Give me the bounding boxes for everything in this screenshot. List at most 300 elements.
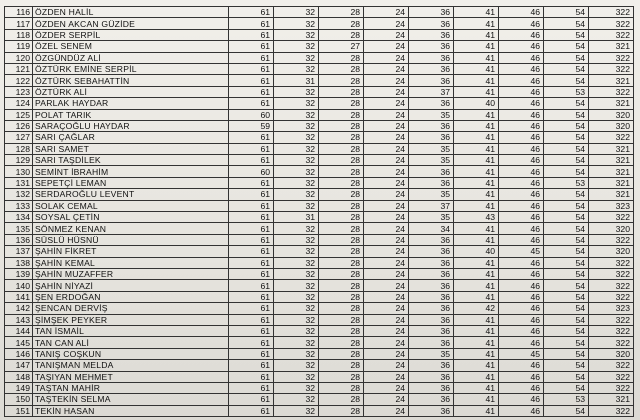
score-cell: 36	[409, 394, 454, 405]
table-row	[5, 234, 634, 245]
score-cell: 61	[229, 280, 274, 291]
person-name: SOLAK CEMAL	[33, 200, 229, 211]
score-cell: 54	[544, 246, 589, 257]
table-row	[5, 120, 634, 131]
score-cell: 28	[319, 257, 364, 268]
row-number: 128	[5, 143, 33, 154]
score-cell: 28	[319, 360, 364, 371]
score-cell: 24	[364, 63, 409, 74]
score-total: 321	[589, 143, 634, 154]
table-row	[5, 371, 634, 382]
score-cell: 24	[364, 155, 409, 166]
score-cell: 32	[274, 337, 319, 348]
score-cell: 54	[544, 223, 589, 234]
score-cell: 24	[364, 18, 409, 29]
score-cell: 24	[364, 246, 409, 257]
person-name: SERDAROĞLU LEVENT	[33, 189, 229, 200]
score-cell: 32	[274, 177, 319, 188]
score-cell: 35	[409, 348, 454, 359]
score-cell: 41	[454, 41, 499, 52]
score-cell: 24	[364, 325, 409, 336]
score-cell: 41	[454, 177, 499, 188]
score-total: 322	[589, 212, 634, 223]
score-cell: 32	[274, 41, 319, 52]
score-total: 321	[589, 98, 634, 109]
person-name: ÖZDEN AKCAN GÜZİDE	[33, 18, 229, 29]
score-total: 321	[589, 166, 634, 177]
score-cell: 28	[319, 18, 364, 29]
score-total: 320	[589, 348, 634, 359]
person-name: TAŞIYAN MEHMET	[33, 371, 229, 382]
score-cell: 24	[364, 257, 409, 268]
score-cell: 54	[544, 303, 589, 314]
score-table	[4, 6, 634, 417]
score-cell: 32	[274, 189, 319, 200]
score-cell: 41	[454, 405, 499, 416]
score-cell: 28	[319, 223, 364, 234]
score-total: 322	[589, 86, 634, 97]
score-cell: 46	[499, 41, 544, 52]
score-cell: 24	[364, 109, 409, 120]
score-cell: 37	[409, 200, 454, 211]
person-name: ŞAHİN KEMAL	[33, 257, 229, 268]
score-cell: 24	[364, 200, 409, 211]
score-cell: 46	[499, 7, 544, 18]
row-number: 130	[5, 166, 33, 177]
score-cell: 46	[499, 109, 544, 120]
score-cell: 24	[364, 234, 409, 245]
score-cell: 46	[499, 155, 544, 166]
score-cell: 36	[409, 291, 454, 302]
score-cell: 28	[319, 291, 364, 302]
score-cell: 36	[409, 314, 454, 325]
score-cell: 54	[544, 189, 589, 200]
row-number: 137	[5, 246, 33, 257]
score-cell: 36	[409, 382, 454, 393]
score-cell: 41	[454, 268, 499, 279]
score-cell: 28	[319, 189, 364, 200]
table-row	[5, 280, 634, 291]
score-cell: 61	[229, 143, 274, 154]
row-number: 149	[5, 382, 33, 393]
score-cell: 24	[364, 143, 409, 154]
score-cell: 54	[544, 291, 589, 302]
table-row	[5, 223, 634, 234]
score-cell: 24	[364, 382, 409, 393]
row-number: 141	[5, 291, 33, 302]
score-cell: 61	[229, 394, 274, 405]
score-cell: 36	[409, 41, 454, 52]
score-cell: 36	[409, 132, 454, 143]
score-cell: 40	[454, 98, 499, 109]
score-cell: 32	[274, 200, 319, 211]
score-total: 323	[589, 303, 634, 314]
score-cell: 41	[454, 394, 499, 405]
score-cell: 61	[229, 98, 274, 109]
row-number: 121	[5, 63, 33, 74]
score-cell: 41	[454, 314, 499, 325]
score-total: 322	[589, 280, 634, 291]
score-cell: 28	[319, 337, 364, 348]
score-total: 322	[589, 7, 634, 18]
score-cell: 46	[499, 314, 544, 325]
person-name: ŞAHİN NİYAZİ	[33, 280, 229, 291]
score-cell: 46	[499, 360, 544, 371]
score-cell: 32	[274, 223, 319, 234]
row-number: 145	[5, 337, 33, 348]
person-name: SÖNMEZ KENAN	[33, 223, 229, 234]
person-name: ŞENCAN DERVİŞ	[33, 303, 229, 314]
table-row	[5, 303, 634, 314]
table-row	[5, 109, 634, 120]
score-cell: 28	[319, 234, 364, 245]
score-cell: 24	[364, 337, 409, 348]
score-cell: 46	[499, 337, 544, 348]
score-cell: 41	[454, 291, 499, 302]
score-cell: 36	[409, 63, 454, 74]
table-row	[5, 291, 634, 302]
score-cell: 45	[499, 348, 544, 359]
score-total: 321	[589, 41, 634, 52]
table-row	[5, 360, 634, 371]
score-cell: 61	[229, 52, 274, 63]
score-total: 322	[589, 325, 634, 336]
person-name: TEKİN HASAN	[33, 405, 229, 416]
score-cell: 54	[544, 325, 589, 336]
score-total: 322	[589, 52, 634, 63]
row-number: 142	[5, 303, 33, 314]
score-cell: 61	[229, 132, 274, 143]
score-cell: 32	[274, 52, 319, 63]
score-cell: 32	[274, 155, 319, 166]
row-number: 150	[5, 394, 33, 405]
score-total: 321	[589, 394, 634, 405]
score-cell: 32	[274, 268, 319, 279]
score-total: 322	[589, 63, 634, 74]
score-cell: 54	[544, 98, 589, 109]
score-total: 320	[589, 109, 634, 120]
score-cell: 46	[499, 394, 544, 405]
score-cell: 54	[544, 166, 589, 177]
row-number: 120	[5, 52, 33, 63]
score-cell: 28	[319, 280, 364, 291]
score-cell: 28	[319, 120, 364, 131]
score-total: 322	[589, 337, 634, 348]
score-cell: 54	[544, 337, 589, 348]
score-cell: 27	[319, 41, 364, 52]
score-cell: 61	[229, 200, 274, 211]
score-cell: 24	[364, 75, 409, 86]
score-cell: 54	[544, 29, 589, 40]
score-total: 322	[589, 382, 634, 393]
score-cell: 36	[409, 18, 454, 29]
score-cell: 32	[274, 132, 319, 143]
score-cell: 41	[454, 257, 499, 268]
score-cell: 36	[409, 405, 454, 416]
person-name: ÖZEL SENEM	[33, 41, 229, 52]
score-cell: 28	[319, 155, 364, 166]
score-cell: 32	[274, 382, 319, 393]
person-name: ŞAHİN MUZAFFER	[33, 268, 229, 279]
score-cell: 46	[499, 98, 544, 109]
score-cell: 34	[409, 223, 454, 234]
person-name: ŞİMŞEK PEYKER	[33, 314, 229, 325]
score-cell: 24	[364, 268, 409, 279]
score-total: 323	[589, 200, 634, 211]
score-cell: 46	[499, 29, 544, 40]
score-cell: 32	[274, 29, 319, 40]
score-cell: 46	[499, 189, 544, 200]
score-cell: 41	[454, 189, 499, 200]
score-total: 321	[589, 177, 634, 188]
table-row	[5, 200, 634, 211]
score-cell: 24	[364, 280, 409, 291]
score-cell: 36	[409, 268, 454, 279]
score-cell: 61	[229, 29, 274, 40]
table-row	[5, 212, 634, 223]
score-cell: 32	[274, 348, 319, 359]
person-name: TAN CAN ALİ	[33, 337, 229, 348]
score-cell: 46	[499, 405, 544, 416]
score-cell: 61	[229, 41, 274, 52]
score-cell: 28	[319, 29, 364, 40]
score-cell: 60	[229, 109, 274, 120]
person-name: ÖZGÜNDÜZ ALİ	[33, 52, 229, 63]
score-cell: 28	[319, 75, 364, 86]
score-cell: 61	[229, 234, 274, 245]
score-cell: 54	[544, 18, 589, 29]
score-cell: 32	[274, 314, 319, 325]
score-cell: 24	[364, 212, 409, 223]
score-cell: 61	[229, 246, 274, 257]
score-cell: 61	[229, 371, 274, 382]
score-cell: 61	[229, 177, 274, 188]
score-cell: 41	[454, 29, 499, 40]
table-row	[5, 155, 634, 166]
score-cell: 36	[409, 280, 454, 291]
score-total: 321	[589, 155, 634, 166]
score-cell: 36	[409, 7, 454, 18]
row-number: 136	[5, 234, 33, 245]
score-cell: 28	[319, 303, 364, 314]
score-cell: 36	[409, 371, 454, 382]
person-name: SEPETÇİ LEMAN	[33, 177, 229, 188]
score-cell: 36	[409, 29, 454, 40]
person-name: SEMİNT İBRAHİM	[33, 166, 229, 177]
score-cell: 61	[229, 18, 274, 29]
score-cell: 61	[229, 325, 274, 336]
score-total: 321	[589, 75, 634, 86]
score-cell: 41	[454, 337, 499, 348]
score-cell: 28	[319, 394, 364, 405]
person-name: TANIŞ COŞKUN	[33, 348, 229, 359]
score-total: 322	[589, 371, 634, 382]
score-cell: 24	[364, 348, 409, 359]
score-cell: 32	[274, 257, 319, 268]
person-name: ÖZTÜRK ALİ	[33, 86, 229, 97]
score-cell: 46	[499, 382, 544, 393]
table-row	[5, 166, 634, 177]
score-cell: 28	[319, 314, 364, 325]
table-row	[5, 7, 634, 18]
score-cell: 24	[364, 189, 409, 200]
score-cell: 54	[544, 280, 589, 291]
score-cell: 54	[544, 268, 589, 279]
table-row	[5, 29, 634, 40]
score-cell: 54	[544, 371, 589, 382]
score-cell: 32	[274, 291, 319, 302]
score-cell: 32	[274, 86, 319, 97]
score-cell: 61	[229, 155, 274, 166]
score-cell: 24	[364, 405, 409, 416]
score-cell: 36	[409, 234, 454, 245]
score-cell: 24	[364, 394, 409, 405]
score-cell: 46	[499, 52, 544, 63]
row-number: 119	[5, 41, 33, 52]
score-cell: 54	[544, 234, 589, 245]
score-cell: 24	[364, 120, 409, 131]
score-cell: 36	[409, 257, 454, 268]
score-cell: 32	[274, 109, 319, 120]
score-cell: 28	[319, 348, 364, 359]
score-cell: 28	[319, 63, 364, 74]
score-cell: 36	[409, 360, 454, 371]
score-cell: 32	[274, 360, 319, 371]
row-number: 116	[5, 7, 33, 18]
score-cell: 54	[544, 314, 589, 325]
row-number: 131	[5, 177, 33, 188]
score-cell: 32	[274, 234, 319, 245]
row-number: 134	[5, 212, 33, 223]
score-cell: 32	[274, 371, 319, 382]
row-number: 133	[5, 200, 33, 211]
score-total: 322	[589, 314, 634, 325]
score-cell: 54	[544, 120, 589, 131]
row-number: 144	[5, 325, 33, 336]
person-name: ÖZDER SERPİL	[33, 29, 229, 40]
table-row	[5, 405, 634, 416]
score-cell: 61	[229, 257, 274, 268]
score-cell: 24	[364, 29, 409, 40]
score-cell: 32	[274, 280, 319, 291]
score-cell: 46	[499, 291, 544, 302]
score-cell: 46	[499, 143, 544, 154]
table-row	[5, 86, 634, 97]
score-cell: 37	[409, 86, 454, 97]
score-cell: 54	[544, 41, 589, 52]
person-name: ŞAHİN FİKRET	[33, 246, 229, 257]
score-cell: 36	[409, 52, 454, 63]
score-total: 322	[589, 257, 634, 268]
score-cell: 53	[544, 177, 589, 188]
score-cell: 46	[499, 177, 544, 188]
score-cell: 54	[544, 348, 589, 359]
row-number: 139	[5, 268, 33, 279]
score-cell: 28	[319, 212, 364, 223]
score-cell: 36	[409, 177, 454, 188]
score-total: 322	[589, 291, 634, 302]
score-cell: 46	[499, 212, 544, 223]
score-cell: 24	[364, 223, 409, 234]
table-row	[5, 325, 634, 336]
score-cell: 28	[319, 132, 364, 143]
score-cell: 28	[319, 382, 364, 393]
score-cell: 41	[454, 109, 499, 120]
score-cell: 24	[364, 291, 409, 302]
person-name: ÖZDEN HALİL	[33, 7, 229, 18]
score-cell: 46	[499, 325, 544, 336]
table-row	[5, 382, 634, 393]
score-cell: 32	[274, 18, 319, 29]
table-row	[5, 52, 634, 63]
table-row	[5, 337, 634, 348]
score-cell: 41	[454, 52, 499, 63]
table-row	[5, 189, 634, 200]
score-cell: 28	[319, 325, 364, 336]
score-cell: 41	[454, 371, 499, 382]
row-number: 122	[5, 75, 33, 86]
score-cell: 41	[454, 7, 499, 18]
score-total: 320	[589, 223, 634, 234]
score-cell: 54	[544, 155, 589, 166]
score-cell: 61	[229, 348, 274, 359]
score-cell: 36	[409, 325, 454, 336]
score-cell: 32	[274, 246, 319, 257]
score-cell: 24	[364, 132, 409, 143]
score-cell: 28	[319, 246, 364, 257]
score-cell: 53	[544, 86, 589, 97]
score-cell: 32	[274, 394, 319, 405]
row-number: 129	[5, 155, 33, 166]
score-cell: 54	[544, 257, 589, 268]
score-cell: 35	[409, 143, 454, 154]
score-cell: 41	[454, 280, 499, 291]
person-name: TAN İSMAİL	[33, 325, 229, 336]
table-row	[5, 41, 634, 52]
row-number: 127	[5, 132, 33, 143]
table-row	[5, 257, 634, 268]
table-row	[5, 98, 634, 109]
score-cell: 35	[409, 155, 454, 166]
score-cell: 36	[409, 166, 454, 177]
score-cell: 24	[364, 360, 409, 371]
score-cell: 61	[229, 337, 274, 348]
score-cell: 24	[364, 52, 409, 63]
score-cell: 54	[544, 75, 589, 86]
score-cell: 36	[409, 120, 454, 131]
score-cell: 28	[319, 177, 364, 188]
score-cell: 36	[409, 337, 454, 348]
score-cell: 24	[364, 7, 409, 18]
score-cell: 61	[229, 360, 274, 371]
table-row	[5, 394, 634, 405]
row-number: 143	[5, 314, 33, 325]
table-row	[5, 143, 634, 154]
score-cell: 54	[544, 109, 589, 120]
score-cell: 61	[229, 86, 274, 97]
score-cell: 46	[499, 268, 544, 279]
row-number: 125	[5, 109, 33, 120]
score-cell: 61	[229, 189, 274, 200]
score-total: 322	[589, 360, 634, 371]
score-cell: 36	[409, 75, 454, 86]
score-total: 322	[589, 234, 634, 245]
score-cell: 41	[454, 200, 499, 211]
score-cell: 41	[454, 382, 499, 393]
score-total: 320	[589, 246, 634, 257]
table-row	[5, 314, 634, 325]
score-cell: 61	[229, 63, 274, 74]
